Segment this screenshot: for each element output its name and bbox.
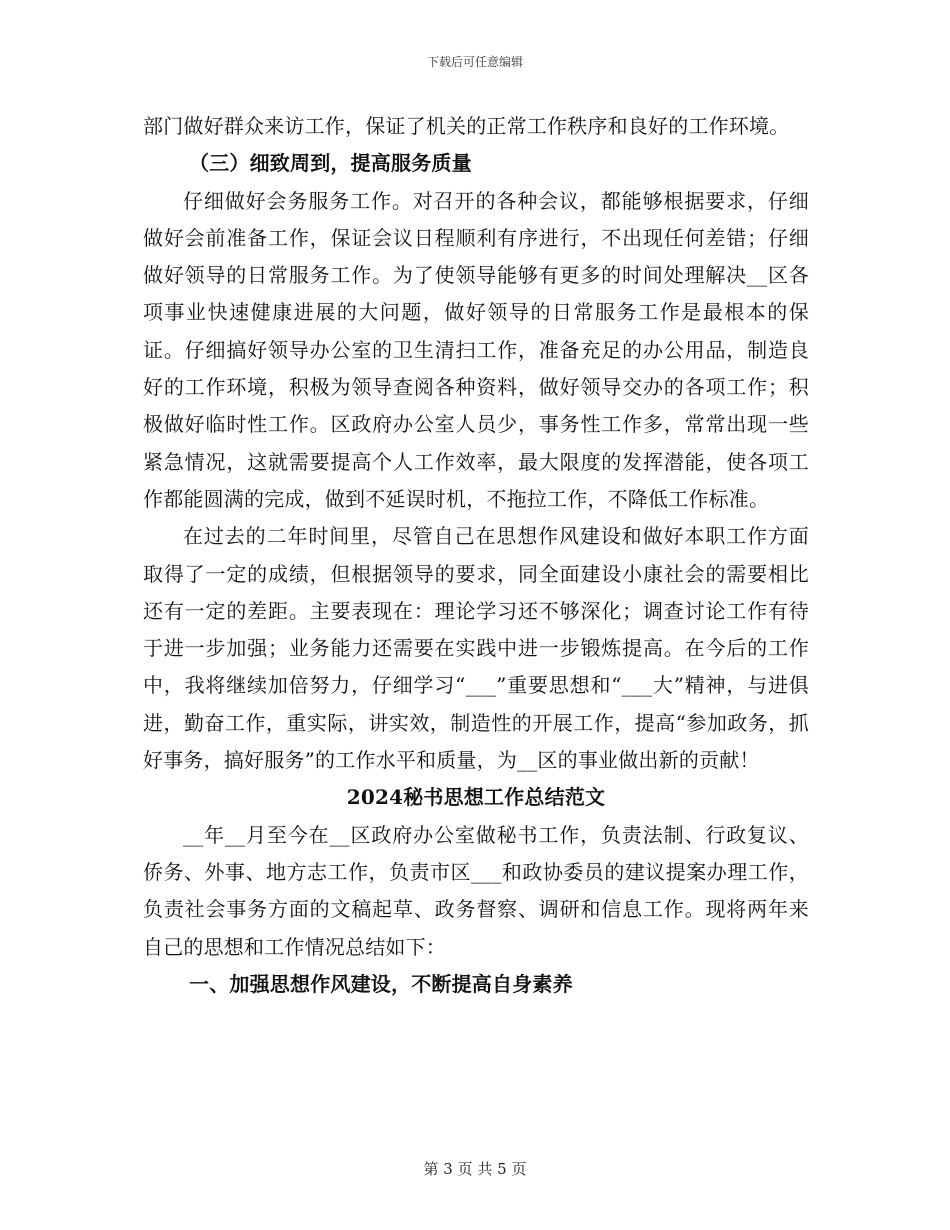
- paragraph-shortcomings: 在过去的二年时间里，尽管自己在思想作风建设和做好本职工作方面取得了一定的成绩，但根据领导的要求，同全面建设小康社会的需要相比还有一定的差距。主要表现在：理论学习还不够深化；调查讨论工作有待于进一步加强；业务能力还需要在实践中进一步锻炼提高。在今后的工作中，我将继续加倍努力，仔细学习“___”重要思想和“___大”精神，与进俱进，勤奋工作，重实际，讲实效，制造性的开展工作，提高“参加政务，抓好事务，搞好服务”的工作水平和质量，为__区的事业做出新的贡献！: [143, 524, 809, 773]
- paragraph-intro: __年__月至今在__区政府办公室做秘书工作，负责法制、行政复议、侨务、外事、地方志工作，负责市区___和政协委员的建议提案办理工作，负责社会事务方面的文稿起草、政务督察、调研和信息工作。现将两年来自己的思想和工作情况总结如下：: [143, 822, 809, 959]
- page-header: 下载后可任意编辑: [426, 55, 523, 69]
- document-title: 2024秘书思想工作总结范文: [346, 785, 606, 810]
- section-heading-one: 一、加强思想作风建设，不断提高自身素养: [189, 971, 573, 996]
- page-footer: 第 3 页 共 5 页: [423, 1160, 527, 1178]
- paragraph-continuation: 部门做好群众来访工作，保证了机关的正常工作秩序和良好的工作环境。: [143, 114, 790, 138]
- document-body: [143, 108, 809, 1003]
- paragraph-meeting-service: 仔细做好会务服务工作。对召开的各种会议，都能够根据要求，仔细做好会前准备工作，保证会议日程顺利有序进行，不出现任何差错；仔细做好领导的日常服务工作。为了使领导能够有更多的时间处理解决__区各项事业快速健康进展的大问题，做好领导的日常服务工作是最根本的保证。仔细搞好领导办公室的卫生清扫工作，准备充足的办公用品，制造良好的工作环境，积极为领导查阅各种资料，做好领导交办的各项工作；积极做好临时性工作。区政府办公室人员少，事务性工作多，常常出现一些紧急情况，这就需要提高个人工作效率，最大限度的发挥潜能，使各项工作都能圆满的完成，做到不延误时机，不拖拉工作，不降低工作标准。: [143, 188, 809, 511]
- section-heading-three: （三）细致周到，提高服务质量: [189, 151, 472, 176]
